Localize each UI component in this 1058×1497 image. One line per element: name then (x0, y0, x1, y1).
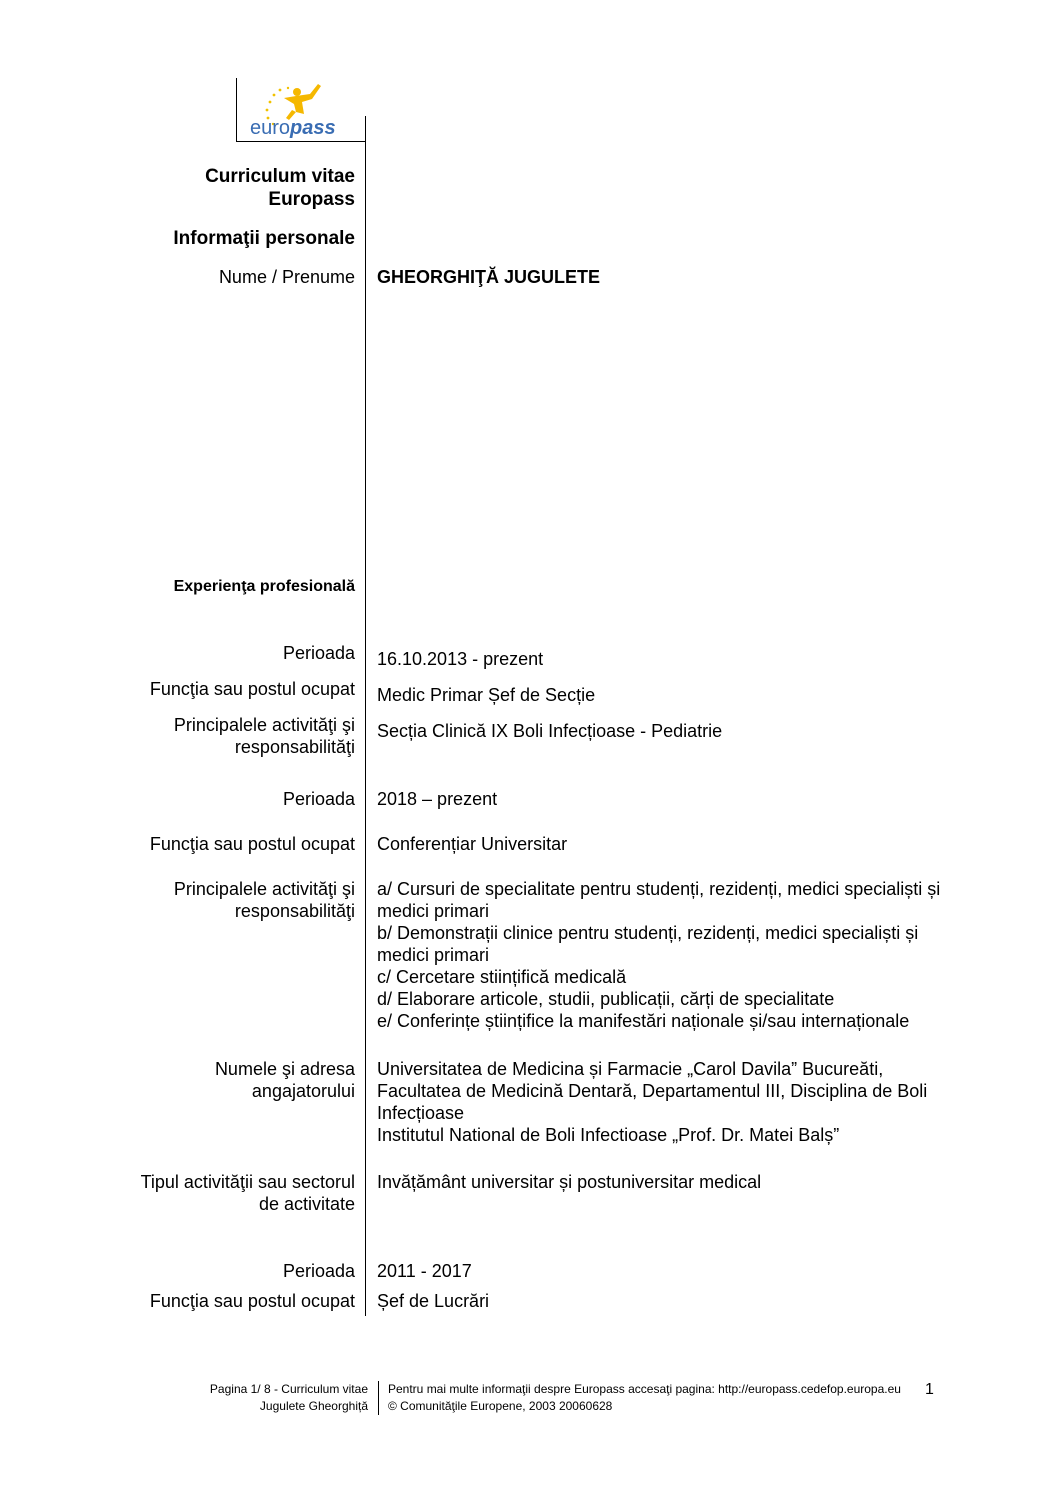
logo-text-euro: euro (250, 117, 291, 139)
job1-function-label: Funcţia sau postul ocupat (149, 679, 355, 699)
footer-left (210, 1381, 368, 1415)
europass-logo (240, 78, 364, 140)
job2-activity-line: medici primari (377, 945, 490, 965)
job2-sector-value: Invățământ universitar și postuniversitar medical (377, 1172, 762, 1192)
job3-period-value: 2011 - 2017 (377, 1261, 472, 1281)
job2-activities-label (174, 878, 355, 922)
job2-activity-line: e/ Conferințe științifice la manifestări naționale și/sau internaționale (377, 1011, 910, 1031)
job2-sector-label-line1: Tipul activităţii sau sectorul (140, 1172, 355, 1192)
job2-activity-line: d/ Elaborare articole, studii, publicații, cărți de specialitate (377, 989, 835, 1009)
footer-right (388, 1381, 901, 1415)
job2-function-label: Funcţia sau postul ocupat (149, 834, 355, 854)
cv-title-line1: Curriculum vitae (205, 166, 355, 187)
job2-activity-line: a/ Cursuri de specialitate pentru studenți, rezidenți, medici specialiști și (377, 879, 941, 899)
logo-frame-left (236, 78, 237, 142)
job2-employer-line: Universitatea de Medicina și Farmacie „Carol Davila” Bucureăti, (377, 1059, 884, 1079)
job1-activities-value: Secția Clinică IX Boli Infecțioase - Pediatrie (377, 721, 723, 741)
job1-function-value: Medic Primar Șef de Secție (377, 685, 596, 705)
job2-employer-label-line1: Numele şi adresa (214, 1059, 355, 1079)
job3-function-label: Funcţia sau postul ocupat (149, 1291, 355, 1311)
job2-employer-line: Infecțioase (377, 1103, 465, 1123)
job2-sector-label (141, 1171, 355, 1215)
job2-sector-label-line2: de activitate (258, 1194, 355, 1214)
job2-activity-line: c/ Cercetare stiințifică medicală (377, 967, 627, 987)
job2-period-value: 2018 – prezent (377, 789, 498, 809)
job1-activities-label-line1: Principalele activităţi şi (173, 715, 355, 735)
job2-function-value: Conferențiar Universitar (377, 834, 568, 854)
job2-employer-label-line2: angajatorului (251, 1081, 355, 1101)
experience-heading: Experienţa profesională (173, 578, 355, 595)
job2-activity-line: b/ Demonstrații clinice pentru studenți, rezidenți, medici specialiști și (377, 923, 919, 943)
footer-copyright: © Comunităţile Europene, 2003 20060628 (388, 1399, 613, 1413)
job2-activities-label-line2: responsabilităţi (234, 901, 355, 921)
job2-employer-line: Facultatea de Medicină Dentară, Departamentul III, Disciplina de Boli (377, 1081, 928, 1101)
column-divider (365, 116, 366, 1316)
job2-activities-list (377, 878, 940, 1032)
name-label: Nume / Prenume (218, 267, 355, 287)
job3-period-label: Perioada (282, 1261, 355, 1281)
logo-text-pass: pass (290, 117, 336, 139)
job2-activities-label-line1: Principalele activităţi şi (173, 879, 355, 899)
footer-author: Jugulete Gheorghiță (259, 1399, 368, 1413)
cv-title (205, 165, 355, 211)
job1-period-label: Perioada (282, 643, 355, 663)
job2-employer-label (215, 1058, 355, 1102)
job2-employer-value (377, 1058, 927, 1146)
footer-divider (378, 1381, 379, 1415)
job2-employer-line: Institutul National de Boli Infectioase „Prof. Dr. Matei Balș” (377, 1125, 840, 1145)
logo-frame-bottom (236, 141, 366, 142)
job2-activity-line: medici primari (377, 901, 490, 921)
job3-function-value: Șef de Lucrări (377, 1291, 490, 1311)
job1-period-value: 16.10.2013 - prezent (377, 649, 544, 669)
personal-info-heading: Informaţii personale (173, 228, 355, 249)
job1-activities-label (174, 714, 355, 758)
cv-title-line2: Europass (268, 189, 355, 210)
job1-activities-label-line2: responsabilităţi (234, 737, 355, 757)
footer-page-info: Pagina 1/ 8 - Curriculum vitae (209, 1382, 368, 1396)
name-value: GHEORGHIŢĂ JUGULETE (377, 267, 601, 287)
page-number: 1 (925, 1381, 934, 1398)
job2-period-label: Perioada (282, 789, 355, 809)
footer-europass-link[interactable]: Pentru mai multe informaţii despre Europass accesaţi pagina: http://europass.cedefop.europa.eu (388, 1382, 901, 1396)
